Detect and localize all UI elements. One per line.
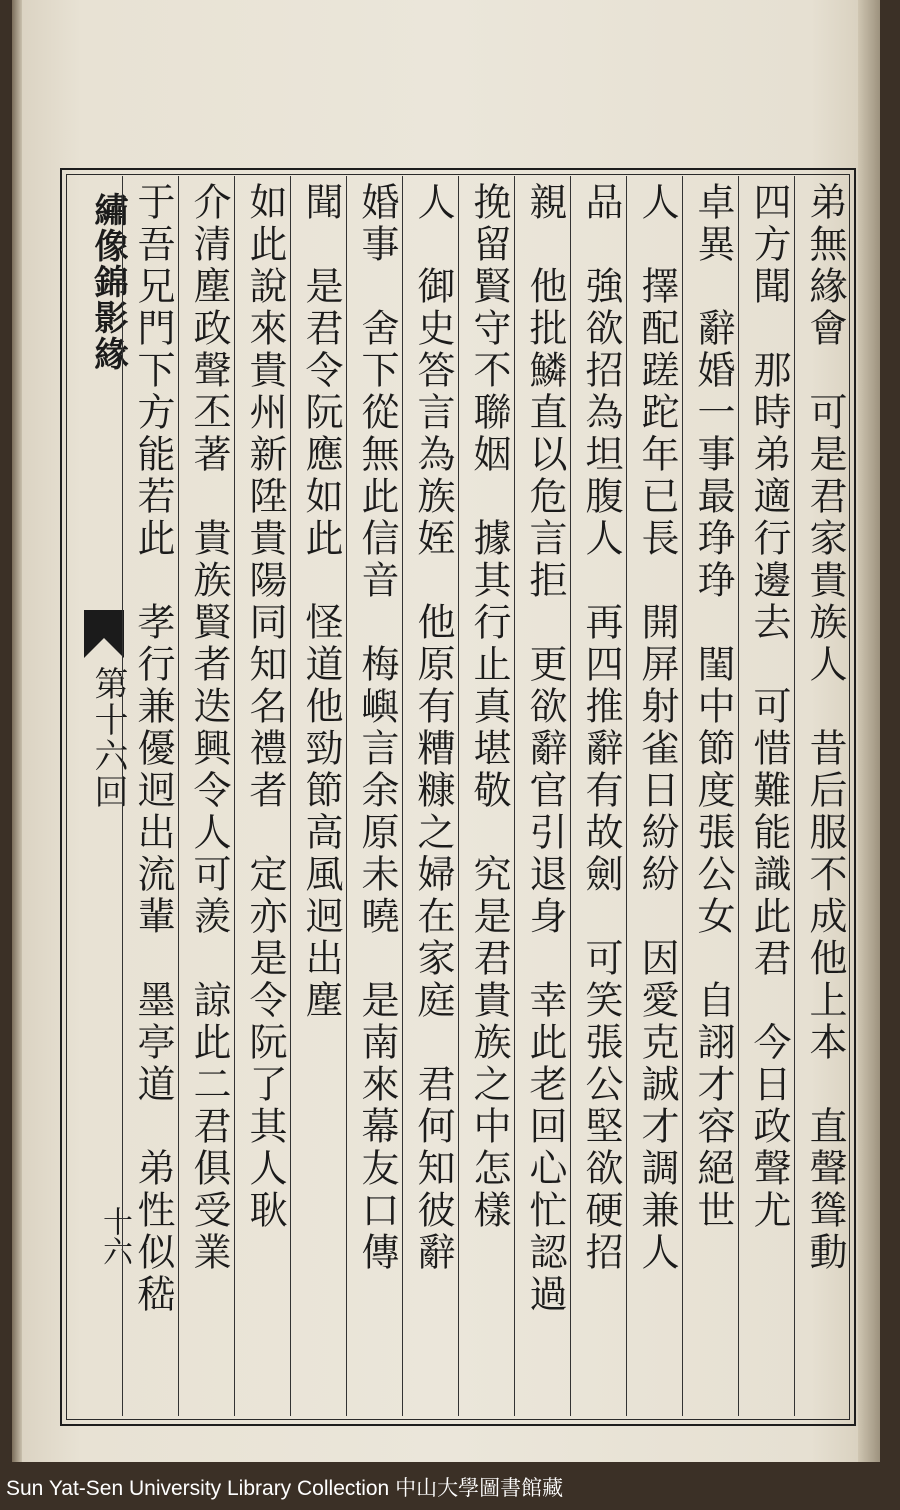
book-page	[12, 0, 880, 1462]
library-credit: Sun Yat-Sen University Library Collection 中山大學圖書館藏	[6, 1477, 564, 1500]
text-column-2: 四方聞 那時弟適行邊去 可惜難能識此君 今日政聲尤	[747, 182, 791, 1232]
fish-tail-icon	[82, 608, 126, 660]
text-column-7: 挽留賢守不聯姻 據其行止真堪敬 究是君貴族之中怎樣	[467, 182, 511, 1232]
text-column-5: 品 強欲招為坦腹人 再四推辭有故劍 可笑張公堅欲硬招	[579, 182, 623, 1274]
column-rule	[290, 176, 291, 1416]
column-rule	[570, 176, 571, 1416]
text-column-11: 如此說來貴州新陞貴陽同知名禮者 定亦是令阮了其人耿	[243, 182, 287, 1232]
text-column-8: 人 御史答言為族姪 他原有糟糠之婦在家庭 君何知彼辭	[411, 182, 455, 1274]
column-rule	[514, 176, 515, 1416]
column-rule	[682, 176, 683, 1416]
column-rule	[402, 176, 403, 1416]
column-rule	[234, 176, 235, 1416]
column-rule	[626, 176, 627, 1416]
book-title: 繡像錦影緣	[88, 192, 128, 372]
text-column-9: 婚事 舍下從無此信音 梅嶼言余原未曉 是南來幕友口傳	[355, 182, 399, 1274]
column-rule	[178, 176, 179, 1416]
column-rule	[122, 176, 123, 1416]
text-column-1: 弟無緣會 可是君家貴族人 昔后服不成他上本 直聲聳動	[803, 182, 847, 1274]
column-rule	[738, 176, 739, 1416]
text-column-12: 介清塵政聲丕著 貴族賢者迭興令人可羨 諒此二君俱受業	[187, 182, 231, 1274]
text-column-13: 于吾兄門下方能若此 孝行兼優迥出流輩 墨亭道 弟性似嵇	[131, 182, 175, 1316]
text-column-3: 卓異 辭婚一事最琤琤 閨中節度張公女 自詡才容絕世	[691, 182, 735, 1232]
text-column-6: 親 他批鱗直以危言拒 更欲辭官引退身 幸此老回心忙認過	[523, 182, 567, 1316]
page-number: 十六	[97, 1206, 132, 1266]
banxin-margin	[74, 176, 132, 1426]
column-rule	[794, 176, 795, 1416]
text-frame	[60, 168, 856, 1426]
column-rule	[346, 176, 347, 1416]
page-spine	[12, 0, 22, 1462]
page-edge	[858, 0, 880, 1462]
text-column-10: 聞 是君令阮應如此 怪道他勁節高風迥出塵	[299, 182, 343, 1022]
text-column-4: 人 擇配蹉跎年已長 開屏射雀日紛紛 因愛克誠才調兼人	[635, 182, 679, 1274]
column-rule	[458, 176, 459, 1416]
chapter-label: 第十六回	[88, 666, 128, 810]
